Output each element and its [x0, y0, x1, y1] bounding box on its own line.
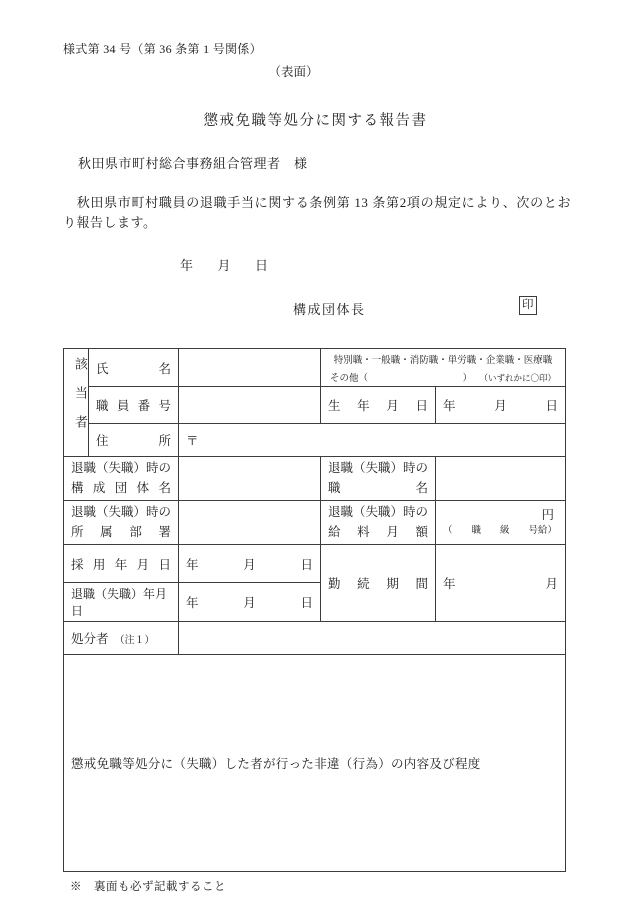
table-row — [64, 501, 566, 545]
birth-date-value-cell: 年月日 — [436, 387, 566, 424]
department-label-line2: 所属部署 — [71, 524, 171, 539]
punisher-label: 処分者 — [71, 632, 109, 647]
table-row — [64, 424, 566, 457]
table-row — [64, 655, 566, 872]
table-row — [64, 457, 566, 501]
misconduct-detail-cell: 懲戒免職等処分に（失職）した者が行った非違（行為）の内容及び程度 — [64, 655, 566, 872]
signer-title: 構成団体長 — [293, 302, 366, 318]
name-value-cell — [179, 349, 321, 387]
job-title-label-line1: 退職（失職）時の — [328, 461, 429, 476]
job-category-other-end — [463, 370, 556, 384]
salary-grade-note: （ 職 級 号給） — [443, 525, 558, 536]
table-row — [64, 387, 566, 424]
salary-value-cell — [436, 501, 566, 545]
salary-label — [321, 501, 436, 545]
report-table — [63, 348, 566, 872]
punisher-value-cell — [179, 622, 566, 655]
side-label: （表面） — [268, 65, 319, 79]
service-period-label: 勤続期間 — [321, 545, 436, 622]
seal-box: 印 — [519, 296, 537, 314]
hire-date-value-cell: 年月日 — [179, 545, 321, 583]
form-number: 様式第 34 号（第 36 条第 1 号関係） — [63, 42, 262, 56]
job-category-options: 特別職・一般職・消防職・単労職・企業職・医療職 — [333, 355, 553, 366]
circle-instruction: （いずれかに〇印） — [479, 372, 557, 383]
birth-date-label: 生年月日 — [321, 387, 436, 424]
leave-date-value-cell: 年月日 — [179, 583, 321, 622]
department-value-cell — [179, 501, 321, 545]
body-paragraph: 秋田県市町村職員の退職手当に関する条例第 13 条第2項の規定により、次のとおり報告します。 — [63, 195, 571, 231]
table-row — [64, 545, 566, 583]
salary-label-line2: 給料月額 — [328, 524, 428, 539]
employee-number-label: 職員番号 — [89, 387, 179, 424]
punisher-label-cell — [64, 622, 179, 655]
addressee-line: 秋田県市町村総合事務組合管理者 様 — [78, 156, 308, 171]
report-date-line: 年月日 — [180, 258, 268, 274]
job-category-cell — [321, 349, 566, 387]
salary-unit: 円 — [541, 508, 555, 523]
hire-date-label: 採用年月日 — [64, 545, 179, 583]
table-row — [64, 349, 566, 387]
org-name-label-line1: 退職（失職）時の — [71, 461, 172, 476]
job-title-label-line2: 職名 — [328, 480, 428, 495]
salary-label-line1: 退職（失職）時の — [328, 505, 429, 520]
department-label — [64, 501, 179, 545]
service-period-value-cell: 年月 — [436, 545, 566, 622]
address-value-cell: 〒 — [179, 424, 566, 457]
department-label-line1: 退職（失職）時の — [71, 505, 172, 520]
applicant-group-cell — [64, 349, 89, 457]
applicant-group-label: 該当者 — [73, 357, 88, 445]
name-label: 氏名 — [89, 349, 179, 387]
employee-number-value-cell — [179, 387, 321, 424]
table-row — [64, 622, 566, 655]
org-name-label — [64, 457, 179, 501]
leave-date-label: 退職（失職）年月日 — [64, 583, 179, 622]
job-category-other-label: その他（ — [330, 373, 369, 384]
job-category-other-line — [328, 370, 558, 384]
address-label: 住所 — [89, 424, 179, 457]
org-name-label-line2: 構成団体名 — [71, 480, 171, 495]
signer-row — [63, 299, 568, 319]
close-paren: ） — [462, 373, 473, 384]
footnote: ※ 裏面も必ず記載すること — [70, 881, 226, 894]
job-title-label — [321, 457, 436, 501]
org-name-value-cell — [179, 457, 321, 501]
job-title-value-cell — [436, 457, 566, 501]
punisher-note: （注１） — [114, 635, 155, 647]
page-title: 懲戒免職等処分に関する報告書 — [203, 113, 428, 129]
